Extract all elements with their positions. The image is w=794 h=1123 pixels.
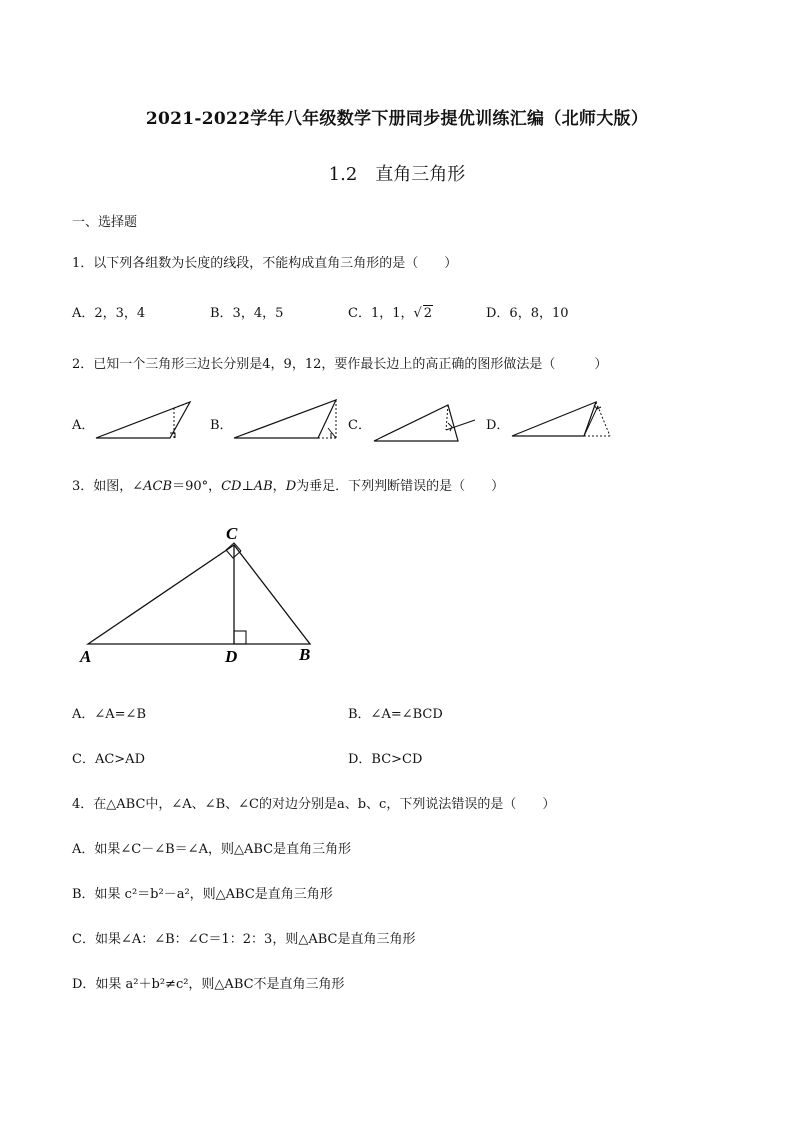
question-4-option-b[interactable]: B．如果 c²＝b²－a²，则△ABC是直角三角形 — [72, 887, 333, 902]
point-c-label: C — [226, 524, 238, 543]
question-2-option-d[interactable]: D． — [486, 418, 510, 433]
question-2-figure-d — [510, 400, 620, 440]
question-3-segment-ab: AB — [253, 479, 273, 494]
question-1-option-a[interactable]: A．2，3，4 — [72, 306, 146, 321]
question-2-figure-a — [94, 400, 199, 440]
question-2-option-b[interactable]: B． — [210, 418, 233, 433]
question-3-option-d[interactable]: D．BC>CD — [348, 752, 423, 767]
question-2-option-a[interactable]: A． — [72, 418, 95, 433]
sqrt-radicand: 2 — [423, 306, 433, 321]
question-4-stem: 4．在△ABC中，∠A、∠B、∠C的对边分别是a、b、c，下列说法错误的是（ ） — [72, 797, 556, 812]
section-heading: 一、选择题 — [72, 215, 138, 230]
question-2-figure-b — [232, 398, 342, 440]
point-d-label: D — [225, 647, 238, 666]
question-3-figure — [80, 520, 330, 670]
page-title: 2021-2022学年八年级数学下册同步提优训练汇编（北师大版） — [145, 109, 649, 129]
question-2-option-c[interactable]: C． — [348, 418, 371, 433]
question-3-option-c[interactable]: C．AC>AD — [72, 752, 145, 767]
question-3-option-b[interactable]: B．∠A=∠BCD — [348, 707, 443, 722]
question-2-figure-c — [372, 403, 482, 443]
question-3-point-d: D — [285, 479, 297, 494]
section-subtitle: 1.2 直角三角形 — [328, 164, 466, 185]
question-2-stem: 2．已知一个三角形三边长分别是4，9，12，要作最长边上的高正确的图形做法是（ ） — [72, 357, 608, 372]
perpendicular-symbol: ⊥ — [241, 479, 254, 494]
question-3-stem-text: 3．如图， — [72, 479, 133, 494]
question-4-option-d[interactable]: D．如果 a²＋b²≠c²，则△ABC不是直角三角形 — [72, 977, 345, 992]
question-3-comma: ， — [272, 479, 286, 494]
question-1-stem: 1．以下列各组数为长度的线段，不能构成直角三角形的是（ ） — [72, 256, 458, 271]
question-3-angle: ∠ACB — [132, 479, 173, 494]
question-3-option-a[interactable]: A．∠A=∠B — [72, 707, 147, 722]
sqrt-symbol: √ 2 — [413, 306, 433, 321]
question-1-option-b[interactable]: B．3，4，5 — [210, 306, 284, 321]
question-3-angle-value: ＝90°， — [172, 479, 222, 494]
question-1-option-c-text: C．1，1， — [348, 306, 414, 321]
question-3-segment-cd: CD — [221, 479, 242, 494]
question-4-option-c[interactable]: C．如果∠A：∠B：∠C＝1：2：3，则△ABC是直角三角形 — [72, 932, 416, 947]
question-1-option-d[interactable]: D．6，8，10 — [486, 306, 569, 321]
question-3-stem-end: 为垂足．下列判断错误的是（ ） — [296, 479, 505, 494]
question-3-stem — [72, 475, 504, 494]
point-a-label: A — [80, 647, 92, 666]
question-4-option-a[interactable]: A．如果∠C－∠B＝∠A，则△ABC是直角三角形 — [72, 842, 352, 857]
question-1-option-c[interactable] — [348, 302, 433, 321]
point-b-label: B — [299, 645, 311, 664]
